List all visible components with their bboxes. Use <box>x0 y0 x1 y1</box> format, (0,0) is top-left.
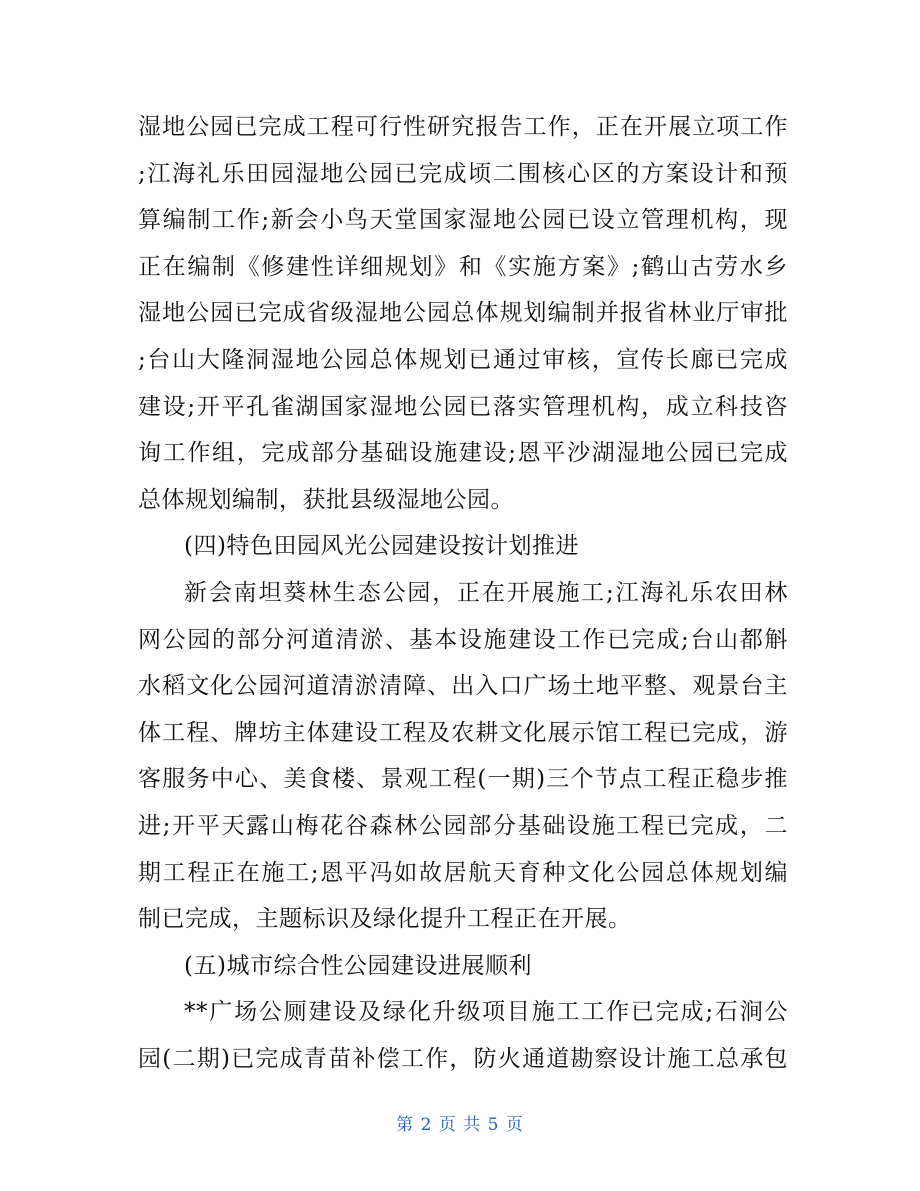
text-line: ;台山大隆洞湿地公园总体规划已通过审核，宣传长廊已完成 <box>138 346 788 373</box>
section-heading-4 <box>138 523 788 570</box>
paragraph-wetland-parks <box>138 104 788 523</box>
text-line: 制已完成，主题标识及绿化提升工程正在开展。 <box>138 906 632 933</box>
text-line: 水稻文化公园河道清淤清障、出入口广场土地平整、观景台主 <box>138 673 788 700</box>
text-line: 正在编制《修建性详细规划》和《实施方案》;鹤山古劳水乡 <box>138 253 788 280</box>
heading-text: (四)特色田园风光公园建设按计划推进 <box>184 533 579 560</box>
paragraph-urban-parks <box>138 989 788 1082</box>
text-line: 总体规划编制，获批县级湿地公园。 <box>138 486 514 513</box>
text-line: 询工作组，完成部分基础设施建设;恩平沙湖湿地公园已完成 <box>138 440 788 467</box>
section-heading-5 <box>138 943 788 990</box>
text-line: **广场公厕建设及绿化升级项目施工工作已完成;石涧公 <box>184 999 788 1026</box>
text-line: 网公园的部分河道清淤、基本设施建设工作已完成;台山都斛 <box>138 626 788 653</box>
text-line: 客服务中心、美食楼、景观工程(一期)三个节点工程正稳步推 <box>138 766 788 793</box>
text-line: 体工程、牌坊主体建设工程及农耕文化展示馆工程已完成，游 <box>138 719 788 746</box>
text-line: ;江海礼乐田园湿地公园已完成顷二围核心区的方案设计和预 <box>138 160 788 187</box>
text-line: 新会南坦葵林生态公园，正在开展施工;江海礼乐农田林 <box>184 579 788 606</box>
text-line: 湿地公园已完成省级湿地公园总体规划编制并报省林业厅审批 <box>138 300 788 327</box>
document-body <box>138 104 788 1082</box>
page-number-footer: 第 2 页 共 5 页 <box>396 1115 524 1135</box>
text-line: 湿地公园已完成工程可行性研究报告工作，正在开展立项工作 <box>138 114 788 140</box>
text-line: 园(二期)已完成青苗补偿工作，防火通道勘察设计施工总承包 <box>138 1045 788 1072</box>
heading-text: (五)城市综合性公园建设进展顺利 <box>184 952 532 979</box>
paragraph-pastoral-parks <box>138 570 788 943</box>
text-line: 进;开平天露山梅花谷森林公园部分基础设施工程已完成，二 <box>138 812 788 839</box>
text-line: 期工程正在施工;恩平冯如故居航天育种文化公园总体规划编 <box>138 859 788 886</box>
text-line: 算编制工作;新会小鸟天堂国家湿地公园已设立管理机构，现 <box>138 207 788 234</box>
text-line: 建设;开平孔雀湖国家湿地公园已落实管理机构，成立科技咨 <box>138 393 788 420</box>
